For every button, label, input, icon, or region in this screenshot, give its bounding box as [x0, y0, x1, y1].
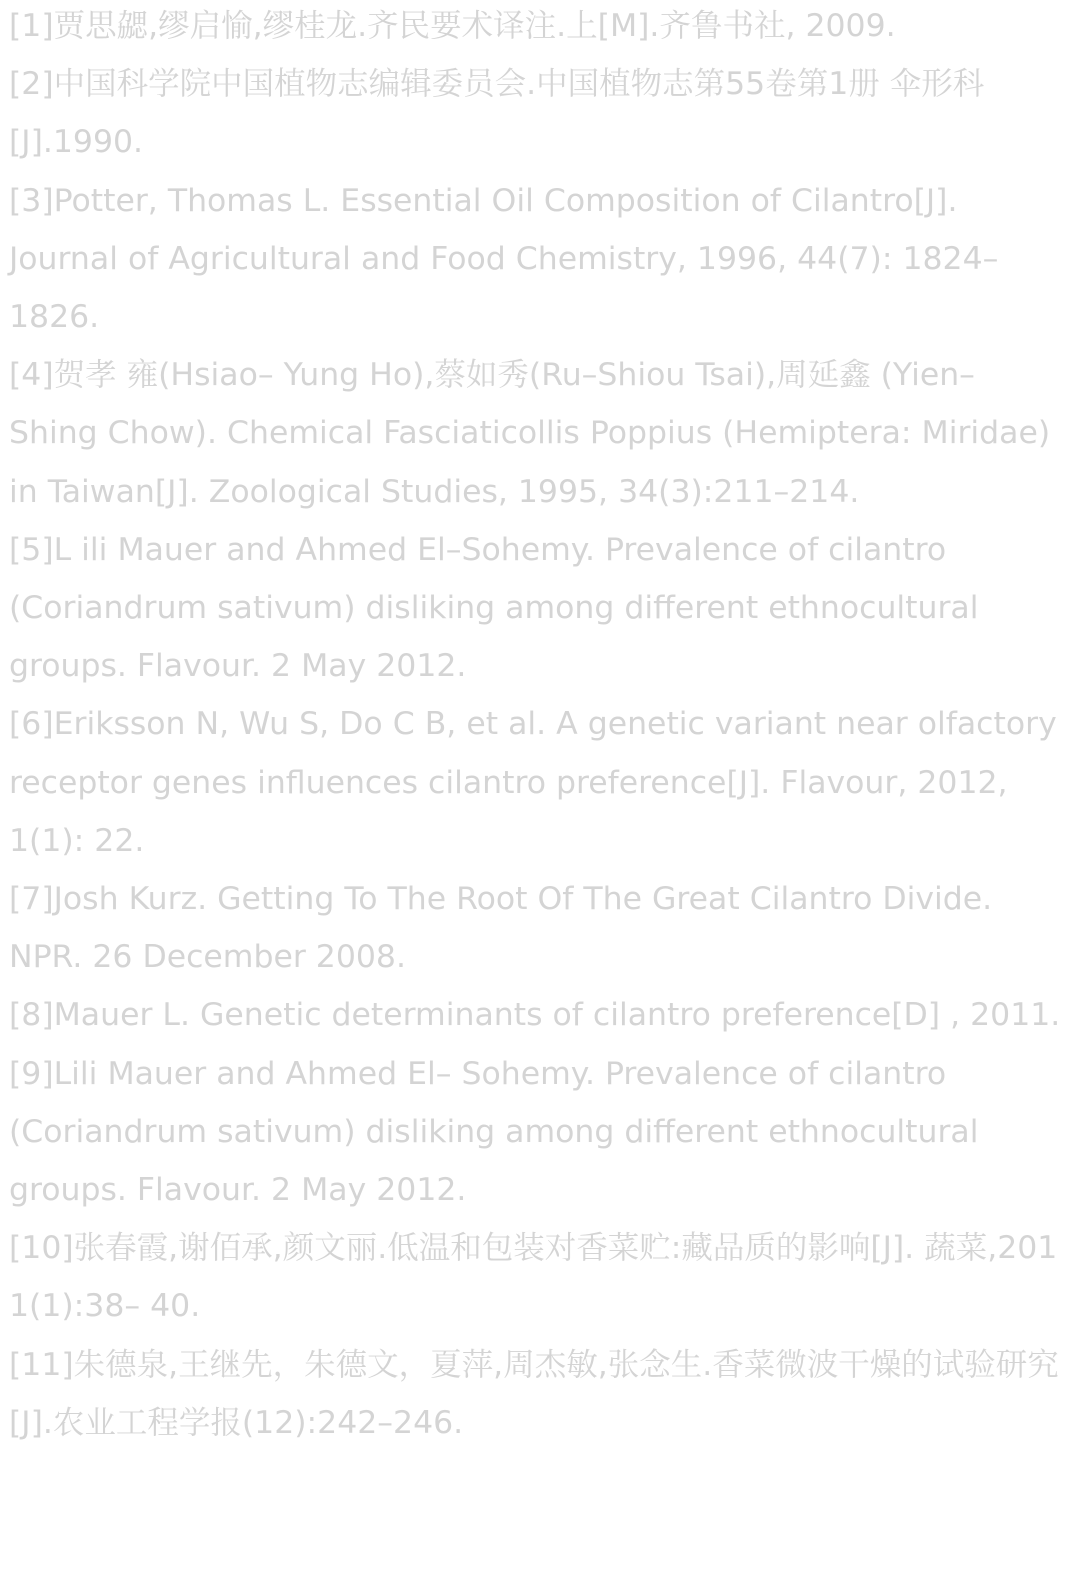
- reference-item-5: [5]L ili Mauer and Ahmed El–Sohemy. Prevalence of cilantro (Coriandrum sativum) disliking among different ethnocultural groups. Flavour. 2 May 2012.: [9, 531, 979, 685]
- reference-item-7: [7]Josh Kurz. Getting To The Root Of The Great Cilantro Divide. NPR. 26 December 2008.: [9, 881, 993, 976]
- reference-item-1: [1]贾思勰,缪启愉,缪桂龙.齐民要术译注.上[M].齐鲁书社, 2009.: [9, 8, 896, 44]
- reference-item-6: [6]Eriksson N, Wu S, Do C B, et al. A genetic variant near olfactory receptor genes influences cilantro preference[J]. Flavour, 2012, 1(1): 22.: [9, 706, 1057, 859]
- reference-item-8: [8]Mauer L. Genetic determinants of cilantro preference[D] , 2011.: [9, 997, 1061, 1034]
- reference-item-9: [9]Lili Mauer and Ahmed El– Sohemy. Prevalence of cilantro (Coriandrum sativum) disliking among different ethnocultural groups. Flavour. 2 May 2012.: [9, 1055, 979, 1209]
- reference-list: [9, 0, 1071, 1452]
- reference-item-11: [11]朱德泉,王继先，朱德文，夏萍,周杰敏,张念生.香菜微波干燥的试验研究[J].农业工程学报(12):242–246.: [9, 1346, 1059, 1441]
- reference-item-3: [3]Potter, Thomas L. Essential Oil Composition of Cilantro[J]. Journal of Agricultural and Food Chemistry, 1996, 44(7): 1824–1826.: [9, 182, 999, 336]
- reference-item-4: [4]贺孝 雍(Hsiao– Yung Ho),蔡如秀(Ru–Shiou Tsai),周延鑫 (Yien– Shing Chow). Chemical Fasciaticollis Poppius (Hemiptera: Miridae) in Taiwan[J]. Zoological Studies, 1995, 34(3):211–214.: [9, 357, 1051, 510]
- reference-item-2: [2]中国科学院中国植物志编辑委员会.中国植物志第55卷第1册 伞形科[J].1990.: [9, 66, 985, 161]
- reference-item-10: [10]张春霞,谢佰承,颜文丽.低温和包装对香菜贮:藏品质的影响[J]. 蔬菜,201 1(1):38– 40.: [9, 1230, 1058, 1325]
